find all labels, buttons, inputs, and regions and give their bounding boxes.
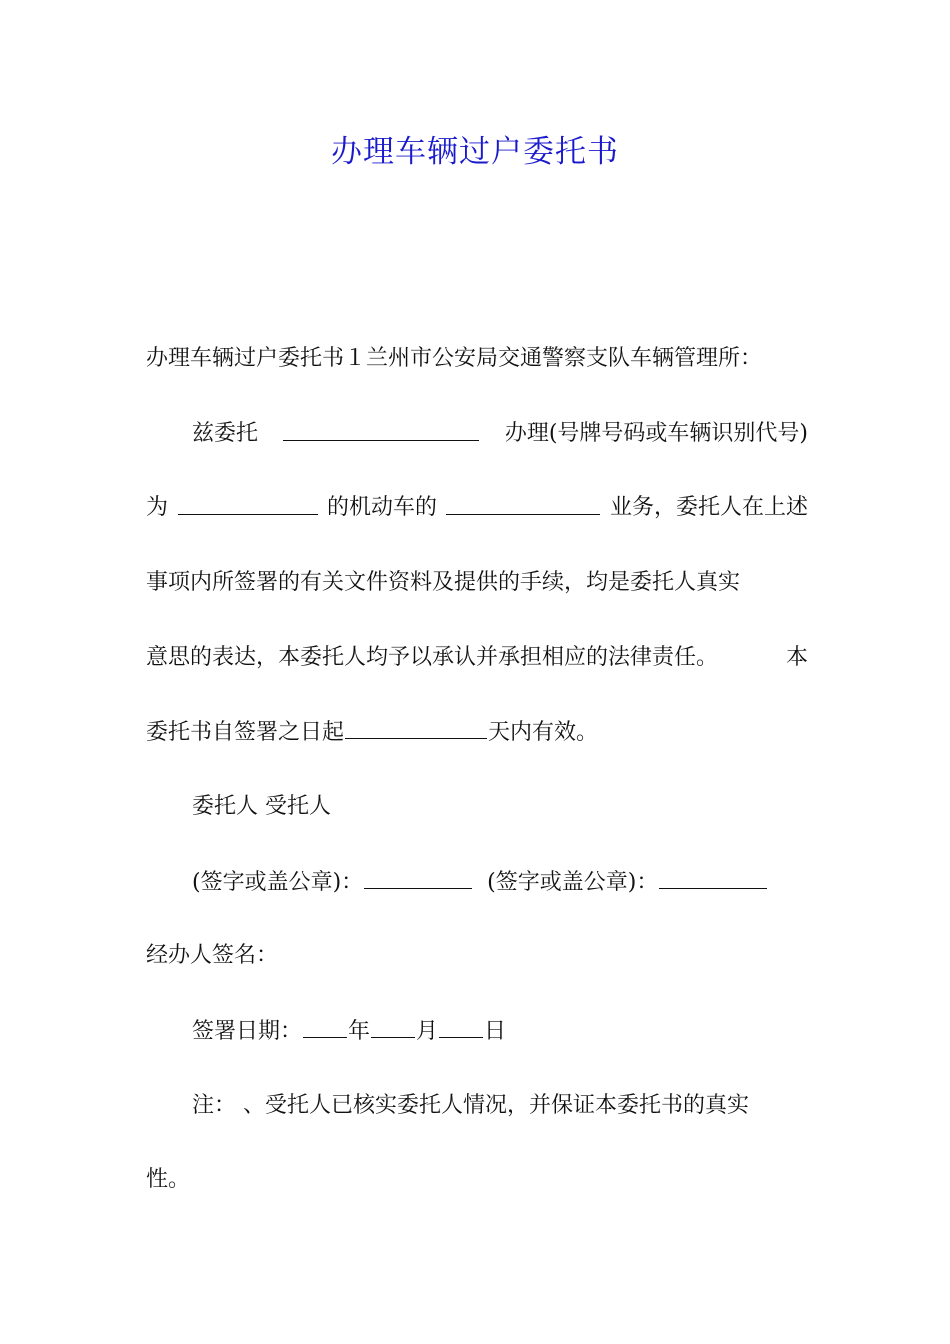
vehicle-line: [146, 488, 808, 528]
body-line-5: [146, 638, 808, 678]
validity-days-blank[interactable]: [345, 712, 487, 739]
validity-line: [146, 712, 808, 753]
business-text: 业务，委托人在上述: [609, 495, 808, 520]
addressee-line: 办理车辆过户委托书１兰州市公安局交通警察支队车辆管理所：: [146, 346, 763, 371]
date-label: 签署日期：: [192, 1019, 303, 1044]
principal-signature-blank[interactable]: [364, 862, 472, 889]
agent-name-blank[interactable]: [283, 414, 479, 441]
handler-line: 经办人签名：: [146, 943, 279, 968]
month-label: 月: [416, 1019, 439, 1044]
body-text-4: 事项内所签署的有关文件资料及提供的手续，均是委托人真实: [146, 570, 741, 595]
entrust-label: 兹委托: [192, 421, 259, 446]
date-line: [192, 1011, 808, 1052]
validity-suffix: 天内有效。: [488, 720, 599, 745]
handle-plate-text: 办理(号牌号码或车辆识别代号): [504, 421, 808, 446]
principal-sign-label: (签字或盖公章)：: [192, 870, 364, 895]
day-blank[interactable]: [439, 1011, 483, 1038]
body-text-5: 意思的表达，本委托人均予以承认并承担相应的法律责任。: [146, 645, 719, 670]
note-line: [192, 1086, 808, 1126]
agent-sign-label: (签字或盖公章)：: [487, 870, 659, 895]
document-title: 办理车辆过户委托书: [331, 134, 619, 170]
year-label: 年: [348, 1019, 371, 1044]
agent-signature-blank[interactable]: [659, 862, 767, 889]
for-label: 为: [146, 495, 169, 520]
body-text-5-end: 本: [785, 645, 808, 670]
validity-label: 委托书自签署之日起: [146, 720, 345, 745]
note-line-end: 性。: [146, 1167, 191, 1192]
vehicle-label: 的机动车的: [326, 495, 437, 520]
note-text: 注： 、受托人已核实委托人情况，并保证本委托书的真实: [192, 1093, 749, 1118]
day-label: 日: [484, 1019, 507, 1044]
plate-number-blank[interactable]: [178, 488, 318, 515]
year-blank[interactable]: [303, 1011, 347, 1038]
month-blank[interactable]: [371, 1011, 415, 1038]
parties-line: 委托人 受托人: [192, 794, 331, 819]
body-line-4: [146, 563, 808, 603]
signature-line: [192, 862, 808, 903]
business-type-blank[interactable]: [446, 488, 600, 515]
entrust-line: [192, 414, 808, 454]
